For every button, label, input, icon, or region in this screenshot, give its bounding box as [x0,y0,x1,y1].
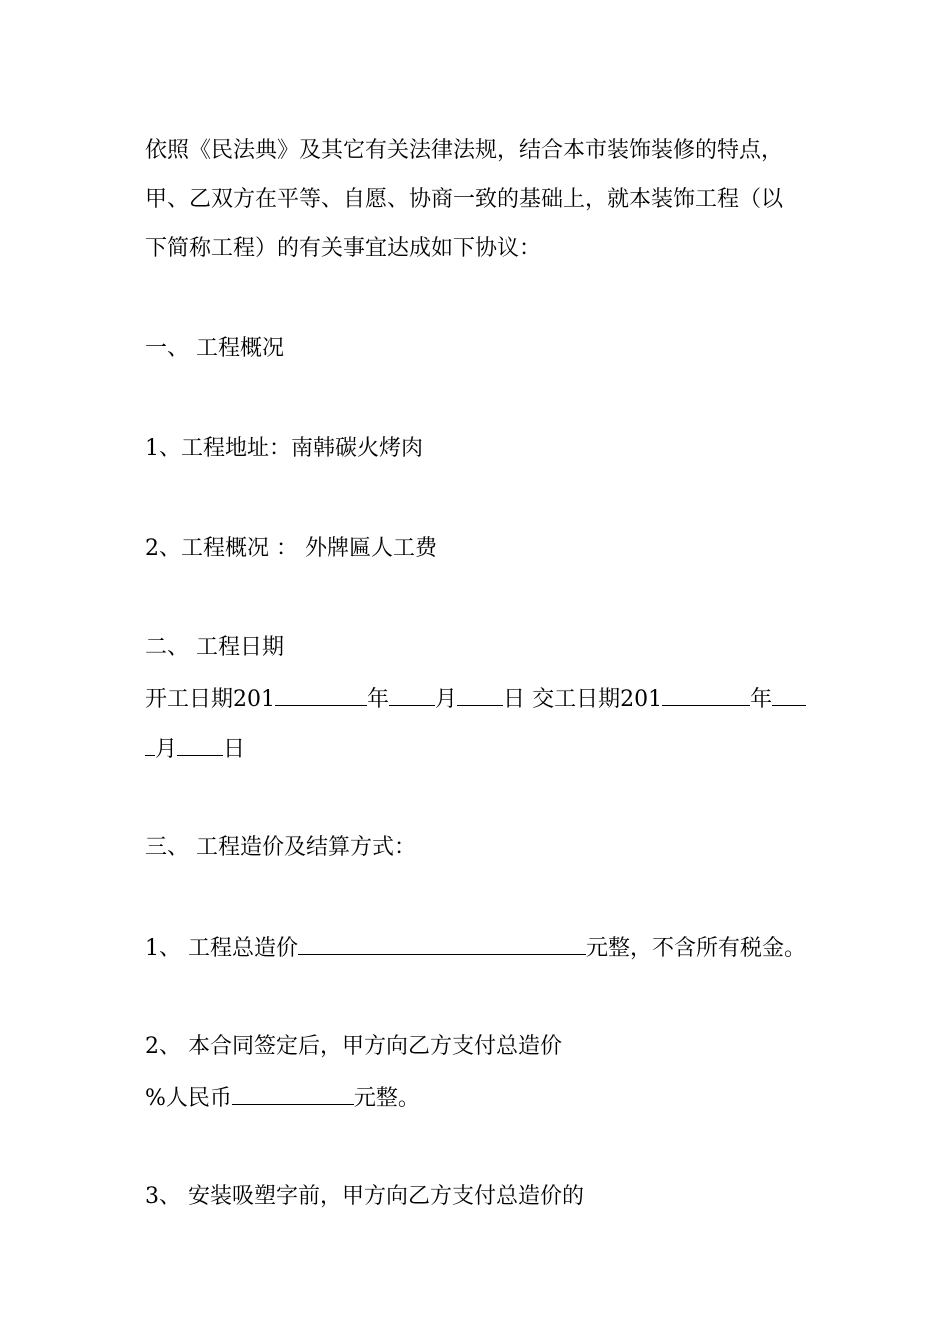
item-text: 安装吸塑字前，甲方向乙方支付总造价的 [188,1184,585,1209]
item-number: 2 [145,1034,159,1059]
section-1-item-1 [145,434,423,464]
section-3-item-1 [145,932,806,964]
item-number: 3 [145,1184,159,1209]
start-year-blank [275,683,367,706]
payment-amount-blank [232,1082,354,1105]
end-month-blank-part-1 [772,683,806,706]
end-year-prefix: 201 [620,687,663,712]
section-3-item-2-line-2 [145,1082,420,1114]
section-3-item-3 [145,1182,584,1212]
intro-line-2: 甲、乙双方在平等、自愿、协商一致的基础上，就本装饰工程（以 [145,187,784,212]
item-suffix: 元整，不含所有税金。 [586,936,807,961]
day-char: 日 [223,737,246,762]
section-1-heading: 一、 工程概况 [145,336,284,361]
currency-label: 人民币 [165,1086,232,1111]
start-day-blank [457,683,503,706]
end-date-label: 交工日期 [532,687,621,712]
section-2-heading: 二、 工程日期 [145,635,284,660]
item-separator: 、 [159,1184,182,1209]
start-year-prefix: 201 [233,687,276,712]
section-3-heading: 三、 工程造价及结算方式： [145,835,416,860]
item-separator: 、 [159,936,182,961]
item-number: 1 [145,936,159,961]
end-day-blank [177,733,223,756]
item-number: 2 [145,536,159,561]
item-number: 1 [145,436,159,461]
item-text: 本合同签定后，甲方向乙方支付总造价 [188,1034,563,1059]
year-char: 年 [750,687,773,712]
item-separator: 、 [159,1034,182,1059]
end-month-blank-part-2 [145,733,155,756]
end-year-blank [662,683,750,706]
total-price-blank [298,932,586,955]
day-char: 日 [503,687,526,712]
item-text: 工程总造价 [188,936,299,961]
percent-sign: % [145,1086,166,1111]
start-month-blank [389,683,435,706]
intro-line-3: 下简称工程）的有关事宜达成如下协议： [145,236,542,261]
intro-line-1: 依照《民法典》及其它有关法律法规，结合本市装饰装修的特点， [145,138,784,163]
item-text: 、工程概况 ： 外牌匾人工费 [159,536,437,561]
section-3-item-2 [145,1032,562,1062]
year-char: 年 [367,687,390,712]
work-dates-line-2 [145,733,245,765]
month-char: 月 [155,737,178,762]
item-suffix: 元整。 [353,1086,420,1111]
start-date-label: 开工日期 [145,687,234,712]
work-dates-line-1 [145,683,806,715]
month-char: 月 [435,687,458,712]
section-1-item-2 [145,534,437,564]
item-text: 、工程地址：南韩碳火烤肉 [159,436,424,461]
